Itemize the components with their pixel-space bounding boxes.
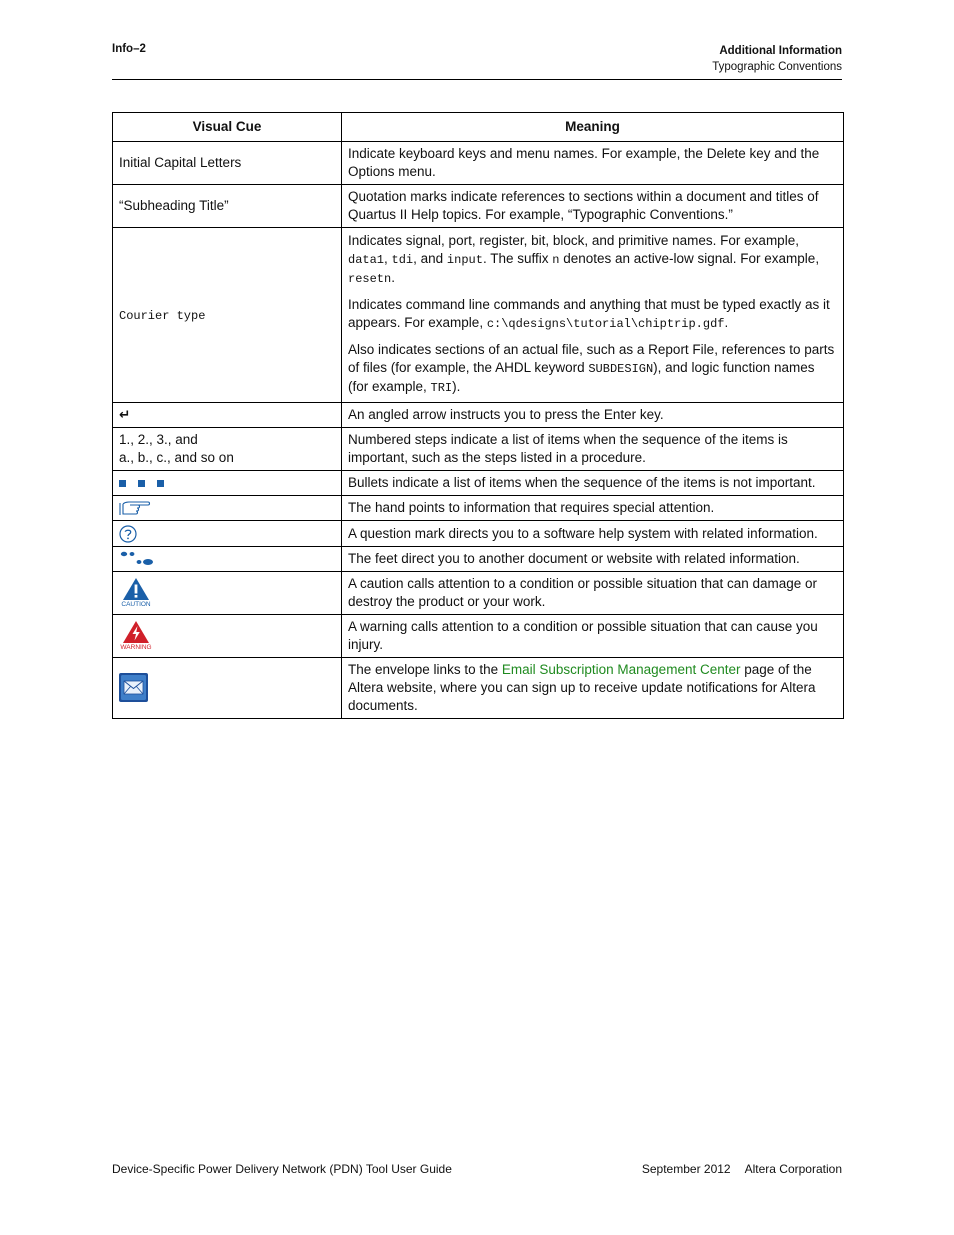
cue-cell <box>113 471 342 496</box>
cue-cell <box>113 657 342 718</box>
meaning-cell: The feet direct you to another document or website with related information. <box>342 546 844 571</box>
table-row <box>113 496 844 521</box>
footer-right <box>642 1162 842 1176</box>
courier-paragraph-3: Also indicates sections of an actual file, such as a Report File, references to parts of files (for example, the AHDL keyword SUBDESIGN), and logic function names (for example, TRI). <box>348 342 835 395</box>
courier-sample: Courier type <box>119 308 206 323</box>
caution-icon-label: CAUTION <box>121 601 151 609</box>
table-row <box>113 546 844 571</box>
section-title: Additional Information <box>719 45 842 57</box>
cue-cell <box>113 614 342 657</box>
footer-date: September 2012 <box>641 1162 731 1176</box>
meaning-cell: The hand points to information that requires special attention. <box>342 496 844 521</box>
numbered-cue-line: 1., 2., 3., and <box>119 432 198 447</box>
table-row <box>113 657 844 718</box>
footprints-icon <box>119 551 155 567</box>
visual-cue-header: Visual Cue <box>113 113 342 142</box>
table-header-row <box>113 113 844 142</box>
table-row <box>113 228 844 403</box>
cue-cell <box>113 496 342 521</box>
table-row <box>113 471 844 496</box>
table-row <box>113 142 844 185</box>
cue-cell <box>113 228 342 403</box>
cue-cell <box>113 546 342 571</box>
cue-cell <box>113 521 342 546</box>
meaning-cell: Indicate keyboard keys and menu names. For example, the Delete key and the Options menu. <box>342 142 844 185</box>
footer-guide-title: Device-Specific Power Delivery Network (PDN) Tool User Guide <box>112 1162 452 1176</box>
meaning-cell: Bullets indicate a list of items when the sequence of the items is not important. <box>342 471 844 496</box>
email-subscription-link[interactable]: Email Subscription Management Center <box>501 661 741 677</box>
subsection-title: Typographic Conventions <box>712 61 842 73</box>
table-row <box>113 403 844 428</box>
courier-paragraph-2: Indicates command line commands and anything that must be typed exactly as it appears. For example, c:\qdesigns\tutorial\chiptrip.gdf. <box>348 297 830 331</box>
meaning-cell: A question mark directs you to a software help system with related information. <box>342 521 844 546</box>
lettered-cue-line: a., b., c., and so on <box>119 450 234 465</box>
table-row <box>113 614 844 657</box>
table-row <box>113 428 844 471</box>
enter-arrow-icon: ↵ <box>119 407 131 422</box>
cue-cell <box>113 571 342 614</box>
cue-cell: “Subheading Title” <box>113 185 342 228</box>
bullet-squares-icon <box>119 475 176 490</box>
table-row <box>113 521 844 546</box>
warning-icon <box>119 620 153 651</box>
envelope-icon <box>119 673 148 702</box>
meaning-cell: A warning calls attention to a condition or possible situation that can cause you injury. <box>342 614 844 657</box>
footer-company: Altera Corporation <box>744 1162 842 1176</box>
header-rule <box>112 79 842 80</box>
cue-cell: Initial Capital Letters <box>113 142 342 185</box>
meaning-cell: An angled arrow instructs you to press the Enter key. <box>342 403 844 428</box>
meaning-cell: Quotation marks indicate references to sections within a document and titles of Quartus II Help topics. For example, “Typographic Conventions.” <box>342 185 844 228</box>
pointing-hand-icon <box>119 499 151 517</box>
running-header <box>712 43 842 75</box>
meaning-cell: Numbered steps indicate a list of items when the sequence of the items is important, such as the steps listed in a procedure. <box>342 428 844 471</box>
courier-paragraph-1: Indicates signal, port, register, bit, block, and primitive names. For example, data1, tdi, and input. The suffix n denotes an active-low signal. For example, resetn. <box>348 233 820 286</box>
caution-icon <box>119 577 153 608</box>
page-label: Info–2 <box>112 43 146 55</box>
meaning-cell: The envelope links to the Email Subscription Management Center page of the Altera website, where you can sign up to receive update notifications for Altera documents. <box>342 657 844 718</box>
meaning-header: Meaning <box>342 113 844 142</box>
typographic-conventions-table <box>112 112 844 719</box>
meaning-cell <box>342 228 844 403</box>
table-row <box>113 571 844 614</box>
meaning-cell: A caution calls attention to a condition or possible situation that can damage or destroy the product or your work. <box>342 571 844 614</box>
cue-cell <box>113 403 342 428</box>
warning-icon-label: WARNING <box>120 644 152 652</box>
table-row <box>113 185 844 228</box>
question-mark-icon <box>119 525 137 543</box>
cue-cell <box>113 428 342 471</box>
